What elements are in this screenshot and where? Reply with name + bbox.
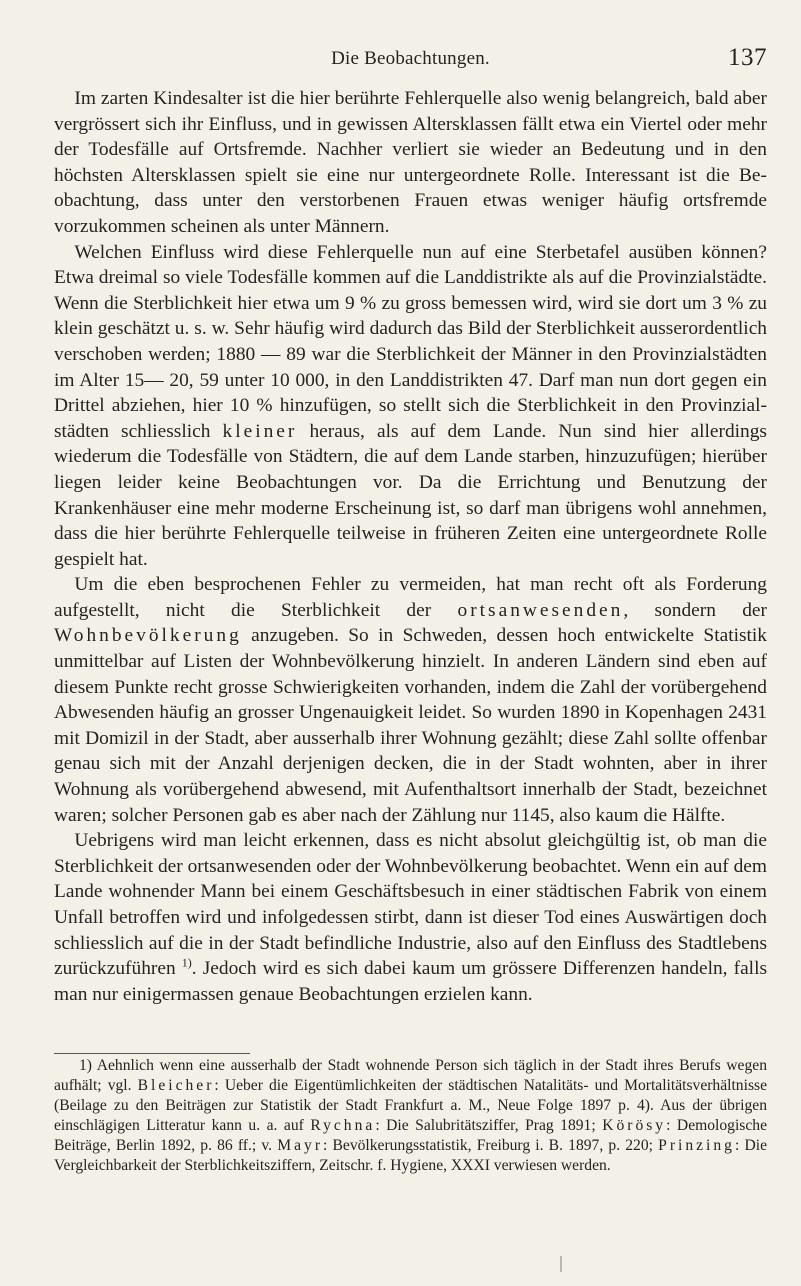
footnote bbox=[54, 1056, 767, 1176]
emphasized-text: Prinzing bbox=[658, 1137, 735, 1154]
footnotes bbox=[54, 1056, 767, 1176]
running-head: Die Beobachtungen. bbox=[331, 48, 490, 69]
text-segment: Welchen Einfluss wird diese Fehlerquelle nun auf eine Sterbetafel ausüben können? Etwa dreimal so viele Todesfälle kommen auf die Landdistrikte als auf die Provinzialstädte. Wenn die Sterblichkeit hier etwa um 9 % zu gross bemessen wird, wird sie dort um 3 % zu klein geschätzt u. s. w. Sehr häufig wird dadurch das Bild der Sterblichkeit ausserordentlich verschoben werden; 1880 — 89 war die Sterblichkeit der Männer in den Provinzialstädten im Alter 15— 20, 59 unter 10 000, in den Landdistrikten 47. Darf man nun dort gegen ein Drittel abziehen, hier 10 % hinzufügen, so stellt sich die Sterblichkeit in den Provinzialstädten schliesslich bbox=[54, 241, 767, 442]
text-segment: : Demologische Beiträge, Berlin 1892, p. 86 ff.; v. bbox=[54, 1117, 768, 1154]
body-text bbox=[54, 86, 767, 1007]
text-segment: : Die Salubritätsziffer, Prag 1891; bbox=[375, 1117, 603, 1134]
emphasized-text: Bleicher bbox=[137, 1077, 215, 1094]
text-segment: . Jedoch wird es sich dabei kaum um grössere Differenzen handeln, falls man nur einigermassen genaue Beobachtungen erzielen kann. bbox=[54, 958, 767, 1005]
text-segment: : Die Vergleichbarkeit der Sterblichkeitsziffern, Zeitschr. f. Hygiene, XXXI verwiesen werden. bbox=[54, 1137, 767, 1174]
paragraph bbox=[54, 828, 767, 1007]
emphasized-text: Mayr bbox=[277, 1137, 324, 1154]
text-segment: : Ueber die Eigentümlichkeiten der städtischen Natalitäts- und Mortalitätsverhältnisse (Beilage zu den Beiträgen zur Statistik der Stadt Frankfurt a. M., Neue Folge 1897 p. 4). Aus der übrigen einschlägigen Litteratur kann u. a. auf bbox=[54, 1077, 767, 1134]
page-number: 137 bbox=[728, 44, 767, 71]
footnote-separator bbox=[54, 1053, 250, 1054]
text-segment: 1) Aehnlich wenn eine ausserhalb der Stadt wohnende Person sich täglich in der Stadt ihres Berufs wegen aufhält; vgl. bbox=[54, 1057, 767, 1094]
emphasized-text: Rychna bbox=[310, 1117, 376, 1134]
emphasized-text: Körösy bbox=[602, 1117, 667, 1134]
text-segment: Im zarten Kindesalter ist die hier berührte Fehlerquelle also wenig belangreich, bald aber vergrössert sich ihr Einfluss, und in gewissen Altersklassen fällt etwa ein Viertel oder mehr der Todesfälle auf Ortsfremde. Nachher verliert sie wieder an Bedeutung und in den höchsten Altersklassen spielt sie eine nur untergeordnete Rolle. Interessant ist die Beobachtung, dass unter den verstorbenen Frauen etwas weniger häufig ortsfremde vorzukommen scheinen als unter Männern. bbox=[54, 88, 767, 237]
text-segment: : Bevölkerungsstatistik, Freiburg i. B. 1897, p. 220; bbox=[323, 1137, 659, 1154]
text-segment: anzugeben. So in Schweden, dessen hoch entwickelte Statistik unmittelbar auf Listen der Wohnbevölkerung hinzielt. In anderen Ländern sind eben auf diesem Punkte recht grosse Schwierigkeiten vorhanden, indem die Zahl der vorübergehend Abwesenden häufig an grosser Ungenauigkeit leidet. So wurden 1890 in Kopenhagen 2431 mit Domizil in der Stadt, aber ausserhalb ihrer Wohnung gezählt; diese Zahl sollte offenbar genau sich mit der Anzahl derjenigen decken, die in der Stadt wohnten, aber in ihrer Wohnung als vorübergehend abwesend, mit Aufenthaltsort innerhalb der Stadt, bezeichnet waren; solcher Personen gab es aber nach der Zählung nur 1145, also kaum die Hälfte. bbox=[54, 625, 767, 826]
paragraph bbox=[54, 572, 767, 828]
scan-mark bbox=[560, 1256, 562, 1272]
text-segment: Uebrigens wird man leicht erkennen, dass es nicht absolut gleichgültig ist, ob man die Sterblichkeit der ortsanwesenden oder der Wohnbevölkerung beobachtet. Wenn ein auf dem Lande wohnender Mann bei einem Geschäftsbesuch in einer städtischen Fabrik von einem Unfall betroffen wird und infolgedessen stirbt, dann ist dieser Tod eines Auswärtigen doch schliesslich auf die in der Stadt befindliche Industrie, also auf den Einfluss des Stadtlebens zurückzuführen bbox=[54, 830, 767, 980]
paragraph bbox=[54, 86, 767, 240]
text-segment: Um die eben besprochenen Fehler zu vermeiden, hat man recht oft als Forderung aufgestellt, nicht die Sterblichkeit der bbox=[54, 574, 767, 621]
text-segment: heraus, als auf dem Lande. Nun sind hier allerdings wiederum die Todesfälle von Städtern, die auf dem Lande starben, hinzuzufügen; hierüber liegen leider keine Beobachtungen vor. Da die Errichtung und Benutzung der Krankenhäuser eine mehr moderne Erscheinung ist, so darf man übrigens wohl annehmen, dass die hier berührte Fehlerquelle teilweise in früheren Zeiten eine untergeordnete Rolle gespielt hat. bbox=[54, 420, 767, 570]
emphasized-text: Wohnbevölkerung bbox=[54, 625, 242, 647]
emphasized-text: kleiner bbox=[222, 420, 298, 442]
page-header bbox=[54, 40, 767, 74]
text-segment: , sondern der bbox=[623, 599, 767, 621]
paragraph bbox=[54, 240, 767, 573]
footnote-reference: 1) bbox=[181, 955, 192, 970]
emphasized-text: ortsanwesenden bbox=[457, 599, 624, 621]
